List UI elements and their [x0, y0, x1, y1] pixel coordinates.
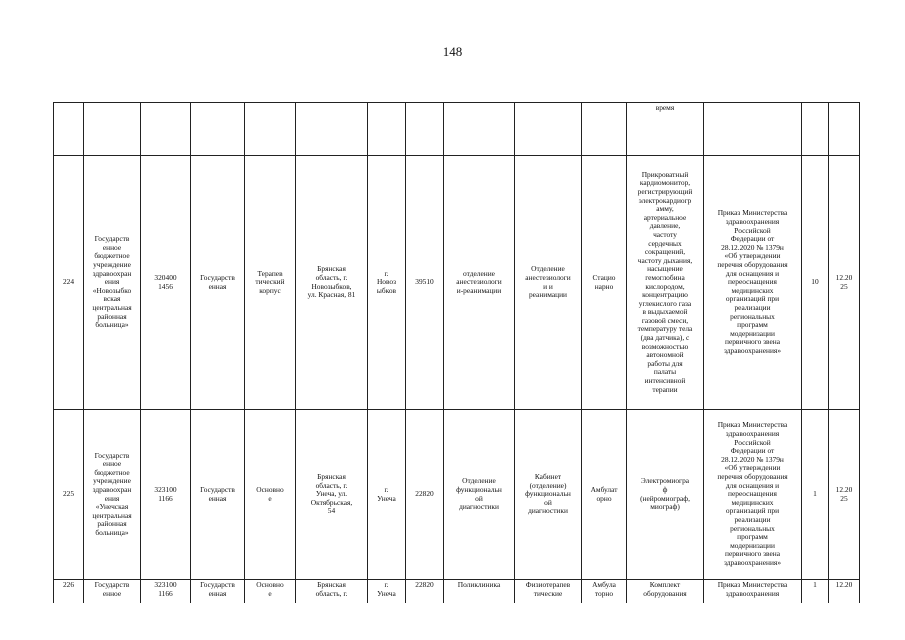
dept-cell: Отделение функциональн ой диагностики [444, 410, 515, 580]
org-cell: Государств енное бюджетное учреждение здравоохран ения «Унечская центральная районная больница» [84, 410, 141, 580]
equipment-cell: время [627, 103, 704, 156]
qty-cell: 10 [802, 156, 829, 410]
ownership-cell: Государств енная [191, 580, 245, 604]
building-cell: Основно е [245, 580, 296, 604]
org-cell: Государств енное бюджетное учреждение здравоохран ения «Новозыбко вская центральная районная больница» [84, 156, 141, 410]
code-cell: 323100 1166 [141, 580, 191, 604]
table-row-continuation [54, 103, 860, 156]
city-cell: г. Унеча [368, 580, 406, 604]
order-cell: Приказ Министерства здравоохранения Российской Федерации от 28.12.2020 № 1379н «Об утверждении перечня оборудования для оснащения и переоснащения медицинских организаций при реализации региональных программ модернизации первичного звена здравоохранения» [704, 156, 802, 410]
table-row [54, 580, 860, 604]
unit-cell: Физиотерапев тические [515, 580, 582, 604]
dept-cell: Поликлиника [444, 580, 515, 604]
address-cell: Брянская область, г. [296, 580, 368, 604]
unit-cell: Кабинет (отделение) функциональн ой диагностики [515, 410, 582, 580]
ownership-cell: Государств енная [191, 156, 245, 410]
row-number: 225 [62, 489, 75, 499]
row-number: 226 [62, 580, 75, 589]
date-cell: 12.20 25 [829, 410, 860, 580]
code-cell: 320400 1456 [141, 156, 191, 410]
order-cell: Приказ Министерства здравоохранения [704, 580, 802, 604]
table-row [54, 156, 860, 410]
row-number: 224 [62, 277, 75, 287]
qty-cell: 1 [802, 580, 829, 604]
order-cell: Приказ Министерства здравоохранения Российской Федерации от 28.12.2020 № 1379н «Об утверждении перечня оборудования для оснащения и переоснащения медицинских организаций при реализации региональных программ модернизации первичного звена здравоохранения» [704, 410, 802, 580]
care-cell: Стацио нарно [582, 156, 627, 410]
unit-cell: Отделение анестезиологи и и реанимации [515, 156, 582, 410]
code-cell: 323100 1166 [141, 410, 191, 580]
postal-cell: 22820 [406, 580, 444, 604]
ownership-cell: Государств енная [191, 410, 245, 580]
dept-cell: отделение анестезиологи и-реанимации [444, 156, 515, 410]
city-cell: г. Унеча [368, 410, 406, 580]
address-cell: Брянская область, г. Новозыбков, ул. Красная, 81 [296, 156, 368, 410]
equipment-cell: Электромиогра ф (нейромиограф, миограф) [627, 410, 704, 580]
equipment-table [53, 102, 860, 603]
table-row [54, 410, 860, 580]
org-cell: Государств енное [84, 580, 141, 604]
qty-cell: 1 [802, 410, 829, 580]
city-cell: г. Новоз ыбков [368, 156, 406, 410]
care-cell: Амбула торно [582, 580, 627, 604]
equipment-cell: Комплект оборудования [627, 580, 704, 604]
postal-cell: 39510 [406, 156, 444, 410]
building-cell: Терапев тический корпус [245, 156, 296, 410]
building-cell: Основно е [245, 410, 296, 580]
page-number: 148 [442, 44, 463, 59]
address-cell: Брянская область, г. Унеча, ул. Октябрьская, 54 [296, 410, 368, 580]
equipment-cell: Прикроватный кардиомонитор, регистрирующий электрокардиогр амму, артериальное давление, частоту сердечных сокращений, частоту дыхания, насыщение гемоглобина кислородом, концентрацию углекислого газа в выдыхаемой газовой смеси, температуру тела (два датчика), с возможностью автономной работы для палаты интенсивной терапии [627, 156, 704, 410]
date-cell: 12.20 25 [829, 156, 860, 410]
date-cell: 12.20 [829, 580, 860, 604]
postal-cell: 22820 [406, 410, 444, 580]
care-cell: Амбулат орно [582, 410, 627, 580]
